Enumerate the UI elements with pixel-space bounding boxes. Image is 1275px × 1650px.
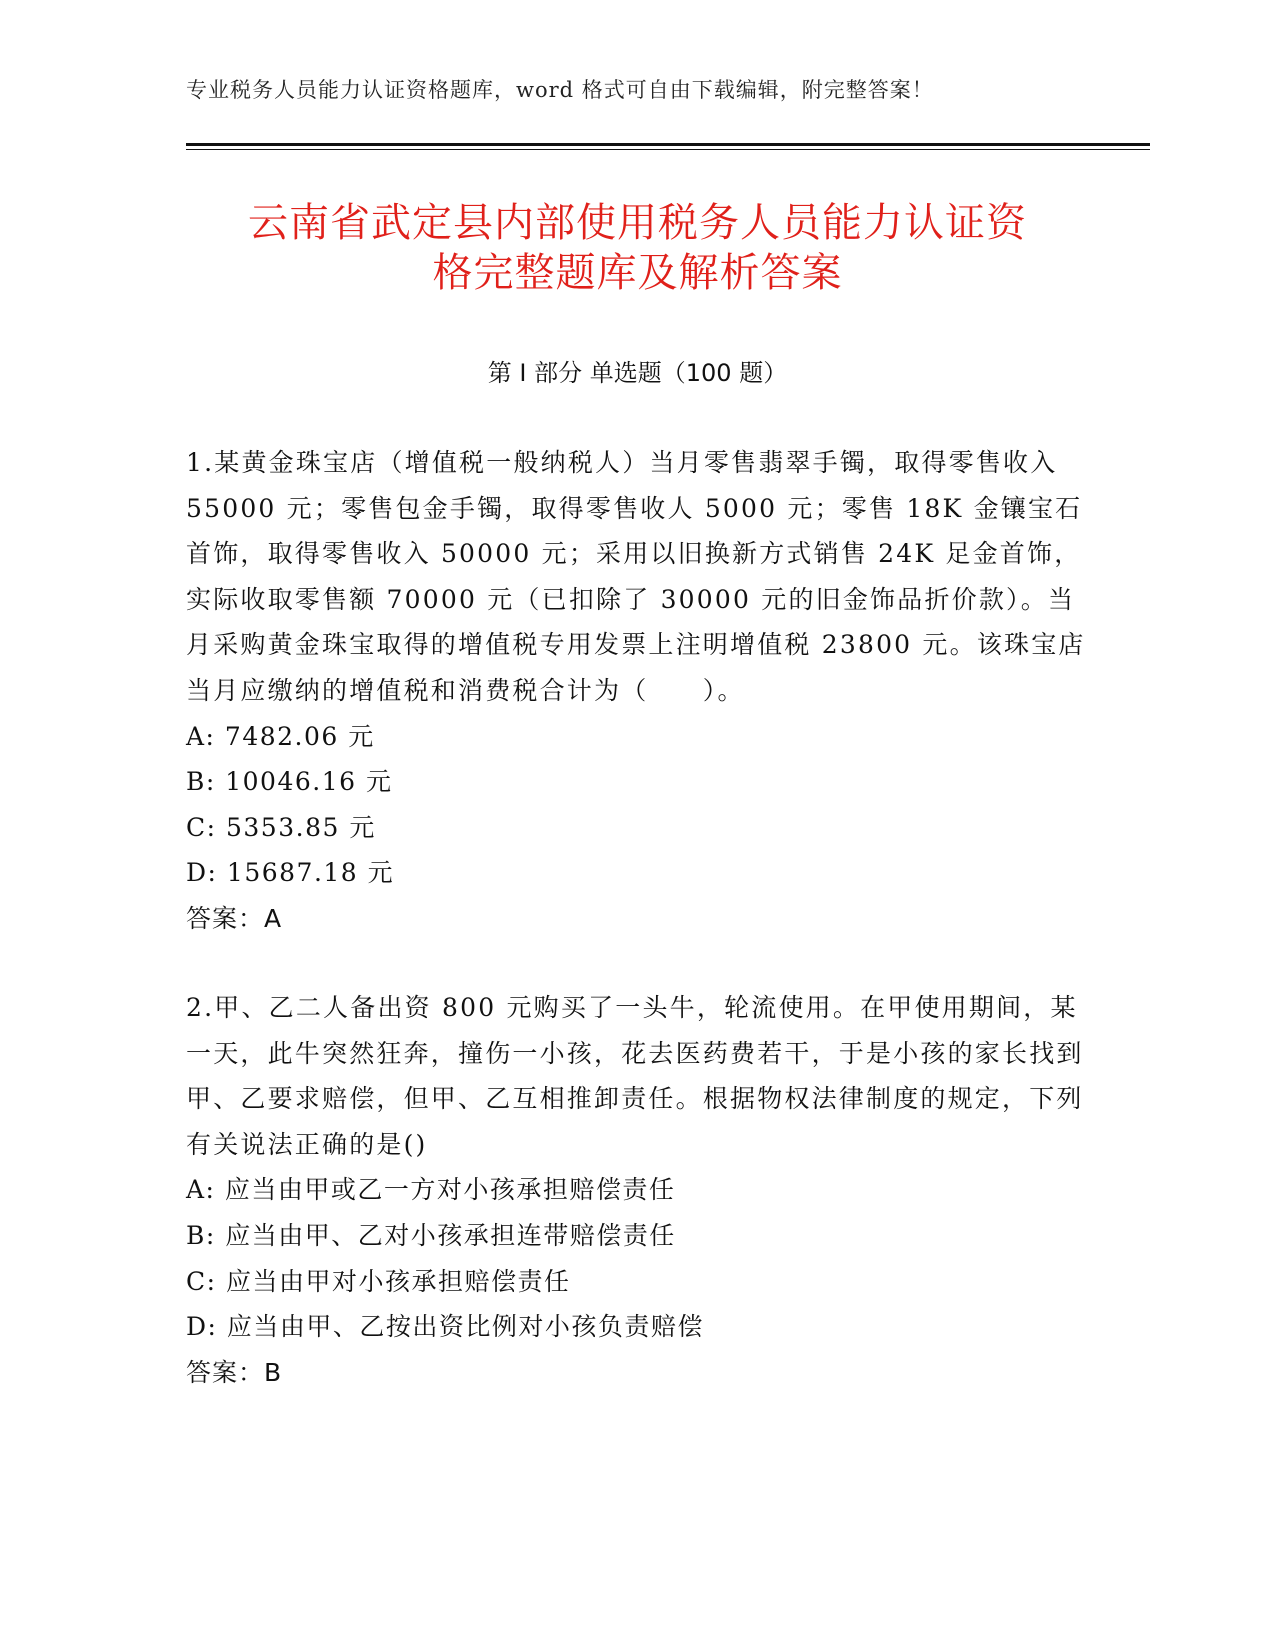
answer-line: 答案：A (186, 903, 283, 933)
header-note: 专业税务人员能力认证资格题库，word 格式可自由下载编辑，附完整答案！ (186, 78, 934, 102)
option-b: B: 10046.16 元 (186, 767, 393, 797)
option-c: C: 5353.85 元 (186, 812, 376, 842)
header-rule-thick (186, 143, 1150, 146)
option-a: A: 7482.06 元 (186, 721, 375, 751)
title-line-2: 格完整题库及解析答案 (432, 250, 843, 296)
option-d: D: 应当由甲、乙按出资比例对小孩负责赔偿 (186, 1312, 704, 1342)
question-2 (186, 985, 1086, 1395)
title-line-1: 云南省武定县内部使用税务人员能力认证资 (248, 200, 1027, 246)
option-b: B: 应当由甲、乙对小孩承担连带赔偿责任 (186, 1220, 676, 1250)
document-title (150, 198, 1125, 298)
section-heading: 第 I 部分 单选题（100 题） (487, 359, 788, 387)
option-d: D: 15687.18 元 (186, 858, 395, 888)
option-c: C: 应当由甲对小孩承担赔偿责任 (186, 1266, 571, 1296)
question-stem: 1.某黄金珠宝店（增值税一般纳税人）当月零售翡翠手镯，取得零售收入 55000 元；零售包金手镯，取得零售收人 5000 元；零售 18K 金镶宝石首饰，取得零售收入 50000 元；采用以旧换新方式销售 24K 足金首饰，实际收取零售额 70000 元（已扣除了 30000 元的旧金饰品折价款）。当月采购黄金珠宝取得的增值税专用发票上注明增值税 23800 元。该珠宝店当月应缴纳的增值税和消费税合计为（ ）。 (186, 448, 1086, 705)
question-1 (186, 440, 1086, 942)
header-rule-thin (186, 149, 1150, 150)
question-stem: 2.甲、乙二人备出资 800 元购买了一头牛，轮流使用。在甲使用期间，某一天，此牛突然狂奔，撞伤一小孩，花去医药费若干，于是小孩的家长找到甲、乙要求赔偿，但甲、乙互相推卸责任。根据物权法律制度的规定，下列有关说法正确的是() (186, 993, 1084, 1159)
answer-line: 答案：B (186, 1357, 283, 1387)
option-a: A: 应当由甲或乙一方对小孩承担赔偿责任 (186, 1175, 676, 1205)
